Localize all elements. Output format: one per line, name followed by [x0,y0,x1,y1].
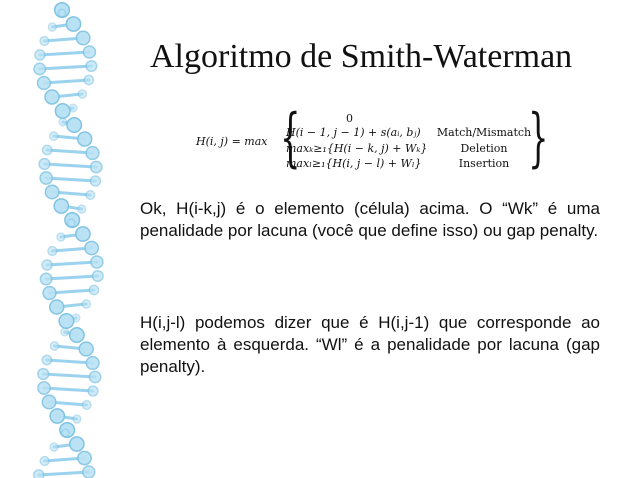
dna-node [40,273,51,284]
dna-node [86,357,99,370]
paragraph-gap-penalty-above: Ok, H(i-k,j) é o elemento (célula) acima. O “Wk” é uma penalidade por lacuna (você que define isso) ou gap penalty. [140,199,600,240]
left-brace: { [280,101,301,175]
dna-node [50,409,64,423]
dna-node [48,247,57,256]
formula-case-match: H(i − 1, j − 1) + s(aᵢ, bⱼ) [286,126,421,139]
dna-node [59,314,74,329]
dna-link [40,52,90,55]
dna-node [40,457,49,466]
dna-node [42,260,52,270]
dna-node [61,328,68,335]
dna-node [50,443,58,451]
dna-node [50,300,64,314]
dna-node [38,369,49,380]
dna-node [82,300,90,308]
dna-node [86,147,99,160]
dna-link [47,262,97,265]
dna-node [68,219,75,226]
dna-link [39,472,89,475]
dna-node [50,342,58,350]
dna-node [59,118,66,125]
right-brace: } [528,101,549,175]
dna-node [67,118,82,133]
dna-node [79,342,93,356]
dna-node [84,75,93,84]
formula-lhs: H(i, j) = max [196,135,268,148]
dna-node [40,172,52,184]
dna-node [78,132,92,146]
dna-node [50,132,58,140]
slide-title: Algoritmo de Smith-Waterman [150,38,573,75]
dna-node [85,241,98,254]
dna-link [40,66,92,69]
dna-node [43,287,56,300]
dna-node [34,63,45,74]
dna-link [46,276,98,279]
dna-node [89,285,98,294]
paragraph-gap-penalty-left: H(i,j-l) podemos dizer que é H(i,j-1) que corresponde ao elemento à esquerda. “Wl” é a penalidade por lacuna (gap penalty). [140,313,600,376]
dna-node [34,470,44,478]
dna-node [86,191,95,200]
dna-node [83,466,95,478]
dna-node [38,382,50,394]
dna-node [70,437,84,451]
dna-node [62,429,69,436]
dna-helix-icon [0,0,140,478]
dna-node [91,176,101,186]
dna-node [92,271,103,282]
dna-node [78,451,91,464]
dna-node [83,46,95,58]
dna-node [55,104,70,119]
dna-node [58,9,65,16]
formula-label-insertion: Insertion [458,157,510,170]
formula-label-deletion: Deletion [460,142,508,155]
dna-node [40,37,49,46]
dna-node [54,199,68,213]
dna-node [82,401,91,410]
formula-case-deletion: maxₖ≥₁{H(i − k, j) + Wₖ} [286,142,428,155]
dna-node [78,205,86,213]
dna-node [70,328,85,343]
dna-node [48,23,56,31]
dna-node [76,31,89,44]
dna-node [43,145,52,154]
dna-node [91,256,103,268]
formula-case-zero: 0 [346,112,353,125]
smith-waterman-formula [196,101,549,178]
dna-node [37,77,50,90]
formula-label-match: Match/Mismatch [436,126,532,139]
dna-link [44,164,96,167]
dna-node [35,50,45,60]
dna-node [89,371,100,382]
dna-node [45,90,59,104]
dna-node [88,386,98,396]
dna-node [39,159,50,170]
dna-node [42,355,51,364]
dna-node [78,90,86,98]
dna-node [66,17,80,31]
dna-node [42,395,55,408]
formula-case-insertion: maxₗ≥₁{H(i, j − l) + Wₗ} [286,157,422,170]
dna-node [91,161,102,172]
dna-node [76,227,90,241]
dna-node [57,233,65,241]
dna-link [43,374,95,377]
dna-node [73,415,81,423]
dna-link [46,178,95,181]
dna-node [86,61,97,72]
dna-link [44,388,93,391]
dna-node [45,185,58,198]
